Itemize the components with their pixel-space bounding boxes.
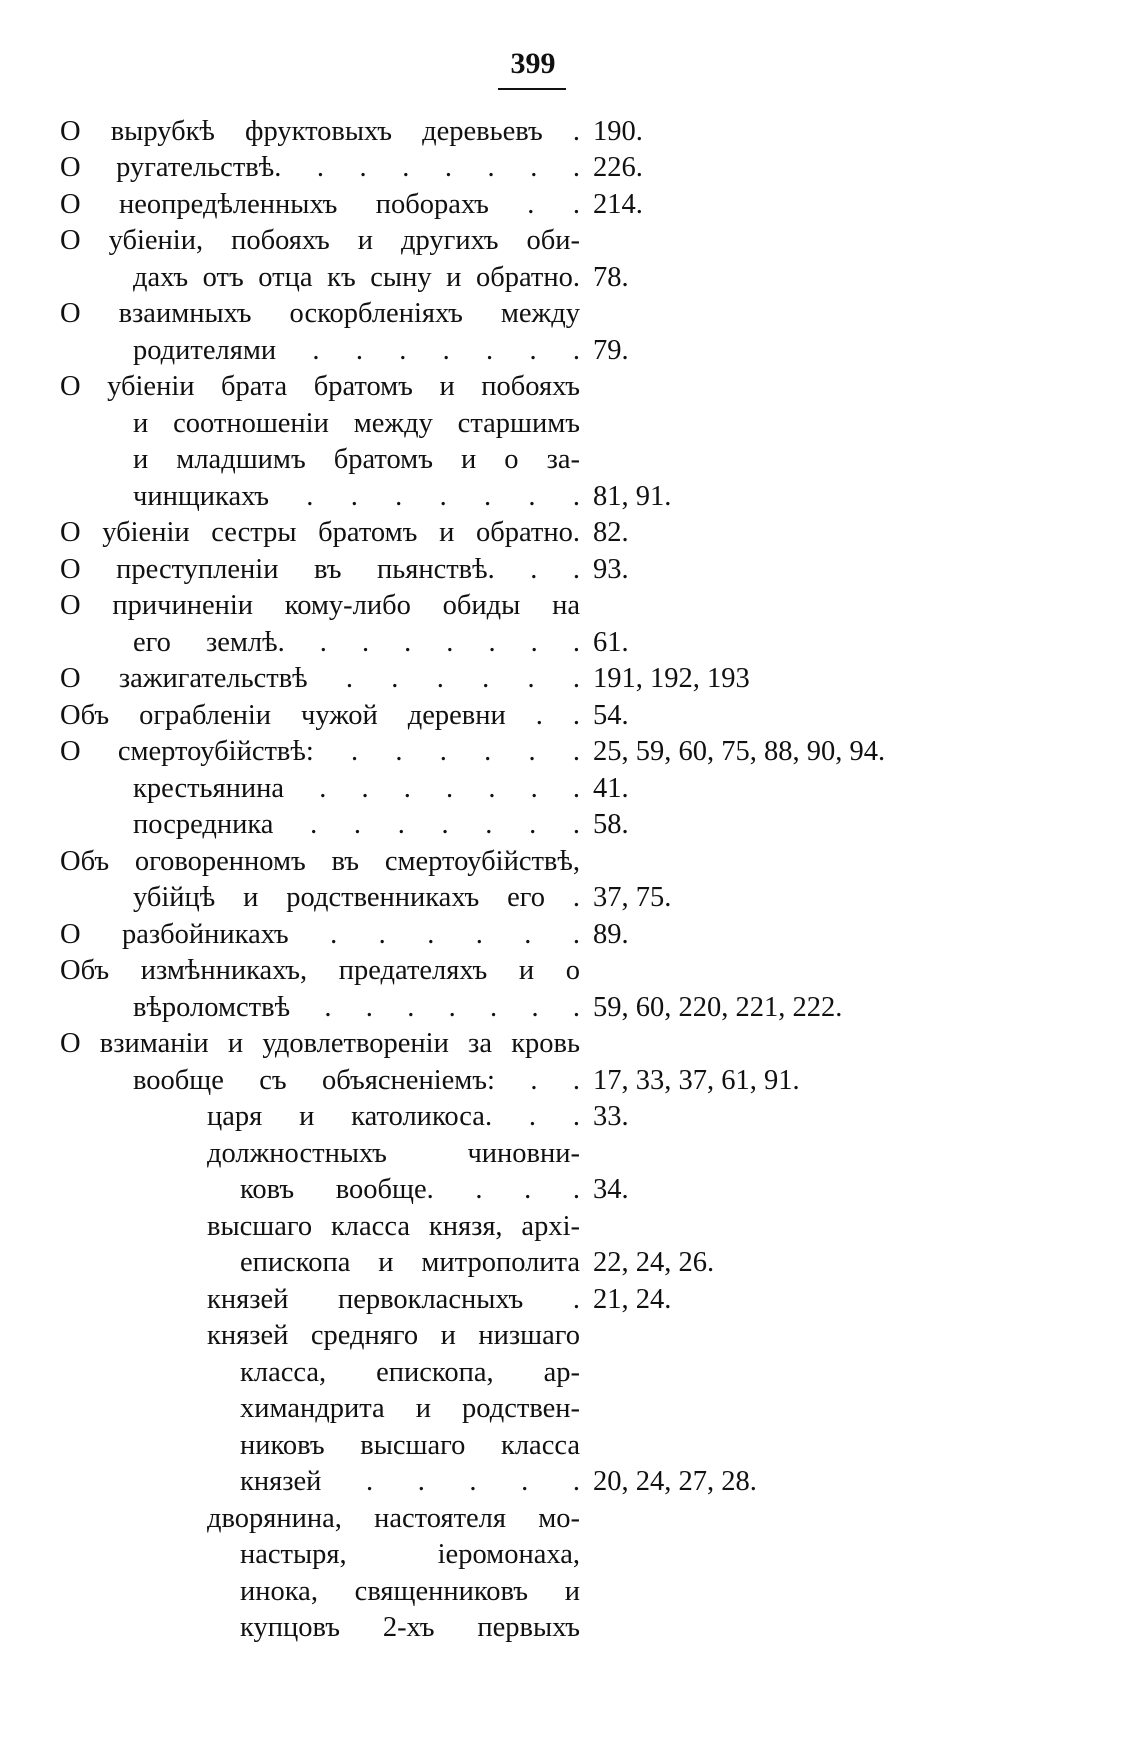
index-entry-text: настыря, іеромонаха, bbox=[240, 1539, 580, 1570]
index-entry-text: класса, епископа, ар- bbox=[240, 1357, 580, 1388]
index-entry-text: высшаго класса князя, архі- bbox=[207, 1211, 580, 1242]
index-entry-text: дахъ отъ отца къ сыну и обратно. bbox=[133, 262, 580, 293]
index-entry-text: химандрита и родствен- bbox=[240, 1393, 580, 1424]
index-entry-ref: 59, 60, 220, 221, 222. bbox=[593, 992, 843, 1023]
index-entry-text: О причиненіи кому-либо обиды на bbox=[60, 590, 580, 621]
index-entry-text: никовъ высшаго класса bbox=[240, 1430, 580, 1461]
index-entry-text: дворянина, настоятеля мо- bbox=[207, 1503, 580, 1534]
index-entry-ref: 20, 24, 27, 28. bbox=[593, 1466, 757, 1497]
index-entry-text: царя и католикоса. . . bbox=[207, 1101, 580, 1132]
index-entry-ref: 22, 24, 26. bbox=[593, 1247, 715, 1278]
page-number-rule bbox=[498, 88, 566, 90]
index-entry-ref: 34. bbox=[593, 1174, 629, 1205]
index-entry-text: купцовъ 2-хъ первыхъ bbox=[240, 1612, 580, 1643]
index-entry-text: вѣроломствѣ . . . . . . . bbox=[133, 992, 580, 1023]
index-entry-text: О зажигательствѣ . . . . . . bbox=[60, 663, 580, 694]
index-entry-ref: 25, 59, 60, 75, 88, 90, 94. bbox=[593, 736, 886, 767]
index-entry-text: ковъ вообще. . . . bbox=[240, 1174, 580, 1205]
page-number: 399 bbox=[510, 47, 556, 80]
index-entry-ref: 89. bbox=[593, 919, 629, 950]
index-entry-text: Объ оговоренномъ въ смертоубійствѣ, bbox=[60, 846, 580, 877]
index-entry-ref: 191, 192, 193 bbox=[593, 663, 750, 694]
index-entry-ref: 61. bbox=[593, 627, 629, 658]
index-entry-text: О неопредѣленныхъ поборахъ . . bbox=[60, 189, 580, 220]
index-entry-ref: 82. bbox=[593, 517, 629, 548]
index-entry-text: Объ измѣнникахъ, предателяхъ и о bbox=[60, 955, 580, 986]
index-entry-text: князей . . . . . bbox=[240, 1466, 580, 1497]
index-entry-ref: 81, 91. bbox=[593, 481, 672, 512]
index-entry-text: О взаимныхъ оскорбленіяхъ между bbox=[60, 298, 580, 329]
index-entry-text: О убіеніи, побояхъ и другихъ оби- bbox=[60, 225, 580, 256]
index-entry-ref: 58. bbox=[593, 809, 629, 840]
index-entry-text: должностныхъ чиновни- bbox=[207, 1138, 580, 1169]
index-entry-ref: 21, 24. bbox=[593, 1284, 672, 1315]
index-entry-text: князей средняго и низшаго bbox=[207, 1320, 580, 1351]
index-entry-text: его землѣ. . . . . . . . bbox=[133, 627, 580, 658]
index-entry-text: О убіеніи брата братомъ и побояхъ bbox=[60, 371, 580, 402]
index-entry-ref: 54. bbox=[593, 700, 629, 731]
index-entry-text: убійцѣ и родственникахъ его . bbox=[133, 882, 580, 913]
index-entry-ref: 79. bbox=[593, 335, 629, 366]
index-entry-text: О взиманіи и удовлетвореніи за кровь bbox=[60, 1028, 580, 1059]
index-entry-text: О убіеніи сестры братомъ и обратно. bbox=[60, 517, 580, 548]
index-entry-ref: 226. bbox=[593, 152, 643, 183]
index-entry-text: чинщикахъ . . . . . . . bbox=[133, 481, 580, 512]
index-entry-text: и соотношеніи между старшимъ bbox=[133, 408, 580, 439]
index-entry-ref: 190. bbox=[593, 116, 643, 147]
index-entry-text: О разбойникахъ . . . . . . bbox=[60, 919, 580, 950]
index-entry-ref: 17, 33, 37, 61, 91. bbox=[593, 1065, 800, 1096]
index-entry-text: инока, священниковъ и bbox=[240, 1576, 580, 1607]
index-entry-text: родителями . . . . . . . bbox=[133, 335, 580, 366]
index-entry-ref: 214. bbox=[593, 189, 643, 220]
index-entry-text: Объ ограбленіи чужой деревни . . bbox=[60, 700, 580, 731]
index-entry-text: князей первокласныхъ . bbox=[207, 1284, 580, 1315]
index-entry-text: епископа и митрополита bbox=[240, 1247, 580, 1278]
index-entry-ref: 33. bbox=[593, 1101, 629, 1132]
index-entry-ref: 93. bbox=[593, 554, 629, 585]
index-entry-text: вообще съ объясненіемъ: . . bbox=[133, 1065, 580, 1096]
index-entry-text: посредника . . . . . . . bbox=[133, 809, 580, 840]
index-entry-text: О преступленіи въ пьянствѣ. . . bbox=[60, 554, 580, 585]
index-entry-text: О смертоубійствѣ: . . . . . . bbox=[60, 736, 580, 767]
index-entry-text: О ругательствѣ. . . . . . . . bbox=[60, 152, 580, 183]
index-entry-ref: 41. bbox=[593, 773, 629, 804]
index-entry-text: О вырубкѣ фруктовыхъ деревьевъ . bbox=[60, 116, 580, 147]
index-entry-text: крестьянина . . . . . . . bbox=[133, 773, 580, 804]
index-entry-ref: 37, 75. bbox=[593, 882, 672, 913]
index-entry-ref: 78. bbox=[593, 262, 629, 293]
index-entry-text: и младшимъ братомъ и о за- bbox=[133, 444, 580, 475]
